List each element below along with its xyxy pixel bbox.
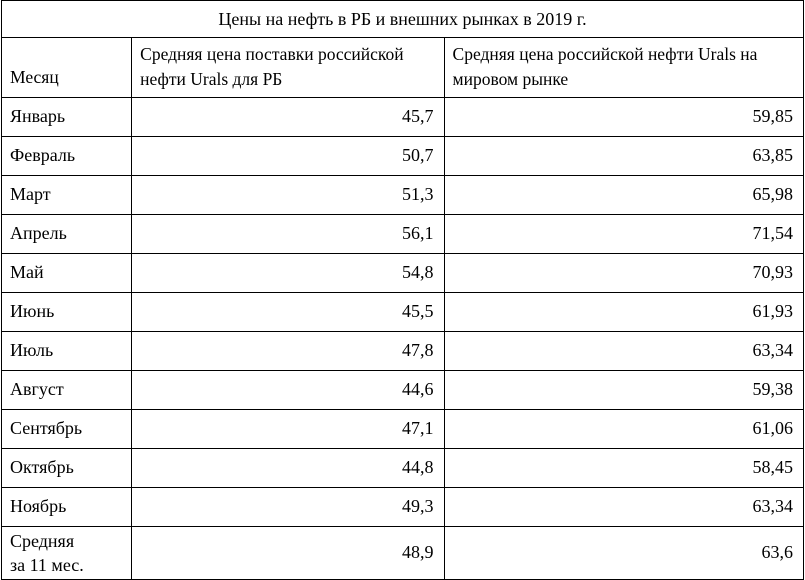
table-row	[2, 370, 804, 409]
table-row	[2, 97, 804, 136]
cell-world-price: 59,85	[444, 97, 803, 136]
cell-world-price: 61,06	[444, 409, 803, 448]
cell-summary-domestic-price: 48,9	[132, 526, 444, 580]
table-title: Цены на нефть в РБ и внешних рынках в 2019 г.	[2, 1, 804, 38]
table-row	[2, 292, 804, 331]
table-row	[2, 136, 804, 175]
cell-domestic-price: 47,1	[132, 409, 444, 448]
oil-price-table	[1, 0, 804, 580]
cell-world-price: 71,54	[444, 214, 803, 253]
summary-label-line1: Средняя	[10, 530, 75, 551]
cell-world-price: 70,93	[444, 253, 803, 292]
table-row	[2, 448, 804, 487]
table-row	[2, 214, 804, 253]
cell-domestic-price: 44,6	[132, 370, 444, 409]
cell-world-price: 65,98	[444, 175, 803, 214]
table-summary-row	[2, 526, 804, 580]
table-row	[2, 253, 804, 292]
cell-summary-label	[2, 526, 132, 580]
cell-world-price: 61,93	[444, 292, 803, 331]
cell-month: Май	[2, 253, 132, 292]
cell-domestic-price: 45,7	[132, 97, 444, 136]
cell-month: Сентябрь	[2, 409, 132, 448]
cell-month: Январь	[2, 97, 132, 136]
cell-domestic-price: 56,1	[132, 214, 444, 253]
cell-month: Март	[2, 175, 132, 214]
cell-domestic-price: 54,8	[132, 253, 444, 292]
column-header-world-price: Средняя цена российской нефти Urals на мировом рынке	[444, 38, 803, 98]
cell-domestic-price: 49,3	[132, 487, 444, 526]
cell-domestic-price: 44,8	[132, 448, 444, 487]
column-header-month: Месяц	[2, 38, 132, 98]
cell-month: Июль	[2, 331, 132, 370]
cell-domestic-price: 45,5	[132, 292, 444, 331]
table-row	[2, 487, 804, 526]
table-row	[2, 331, 804, 370]
cell-month: Август	[2, 370, 132, 409]
cell-summary-world-price: 63,6	[444, 526, 803, 580]
table-title-row	[2, 1, 804, 38]
summary-label-line2: за 11 мес.	[10, 555, 84, 576]
table-row	[2, 409, 804, 448]
cell-world-price: 58,45	[444, 448, 803, 487]
cell-world-price: 63,85	[444, 136, 803, 175]
column-header-domestic-price: Средняя цена поставки российской нефти Urals для РБ	[132, 38, 444, 98]
cell-world-price: 63,34	[444, 487, 803, 526]
cell-world-price: 59,38	[444, 370, 803, 409]
cell-domestic-price: 50,7	[132, 136, 444, 175]
cell-month: Октябрь	[2, 448, 132, 487]
cell-month: Ноябрь	[2, 487, 132, 526]
table-header-row	[2, 38, 804, 98]
cell-month: Февраль	[2, 136, 132, 175]
table-row	[2, 175, 804, 214]
cell-month: Апрель	[2, 214, 132, 253]
cell-world-price: 63,34	[444, 331, 803, 370]
cell-domestic-price: 47,8	[132, 331, 444, 370]
cell-month: Июнь	[2, 292, 132, 331]
cell-domestic-price: 51,3	[132, 175, 444, 214]
